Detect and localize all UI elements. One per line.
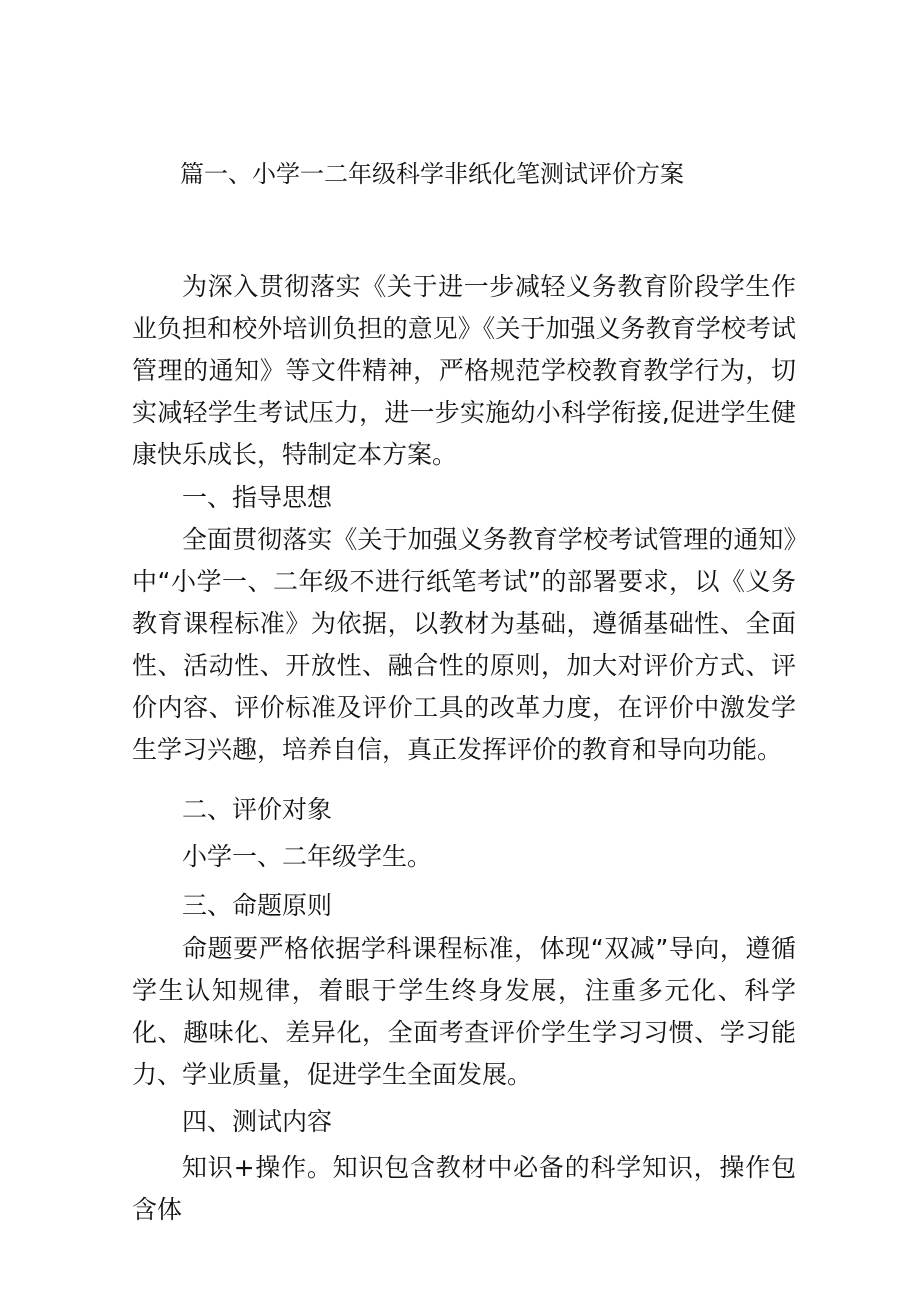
intro-paragraph: 为深入贯彻落实《关于进一步减轻义务教育阶段学生作业负担和校外培训负担的意见》《关于加强义务教育学校考试管理的通知》等文件精神，严格规范学校教育教学行为，切实减轻学生考试压力，进一步实施幼小科学衔接,促进学生健康快乐成长，特制定本方案。 bbox=[132, 272, 796, 469]
document-title: 篇一、小学一二年级科学非纸化笔测试评价方案 bbox=[180, 160, 684, 188]
section-body-test-content: 知识+操作。知识包含教材中必备的科学知识，操作包含体 bbox=[132, 1153, 796, 1224]
section-heading-proposition-principles: 三、命题原则 bbox=[182, 891, 333, 920]
section-body-proposition-principles: 命题要严格依据学科课程标准，体现“双减”导向，遵循学生认知规律，着眼于学生终身发展，注重多元化、科学化、趣味化、差异化，全面考查评价学生学习习惯、学习能力、学业质量，促进学生全面发展。 bbox=[132, 934, 796, 1089]
section-heading-evaluation-target: 二、评价对象 bbox=[182, 795, 333, 824]
section-heading-guiding-ideology: 一、指导思想 bbox=[182, 483, 333, 512]
section-body-guiding-ideology: 全面贯彻落实《关于加强义务教育学校考试管理的通知》中“小学一、二年级不进行纸笔考试”的部署要求，以《义务教育课程标准》为依据，以教材为基础，遵循基础性、全面性、活动性、开放性、融合性的原则，加大对评价方式、评价内容、评价标准及评价工具的改革力度，在评价中激发学生学习兴趣，培养自信，真正发挥评价的教育和导向功能。 bbox=[132, 525, 796, 764]
section-body-evaluation-target: 小学一、二年级学生。 bbox=[182, 842, 433, 871]
section-heading-test-content: 四、测试内容 bbox=[182, 1107, 333, 1136]
